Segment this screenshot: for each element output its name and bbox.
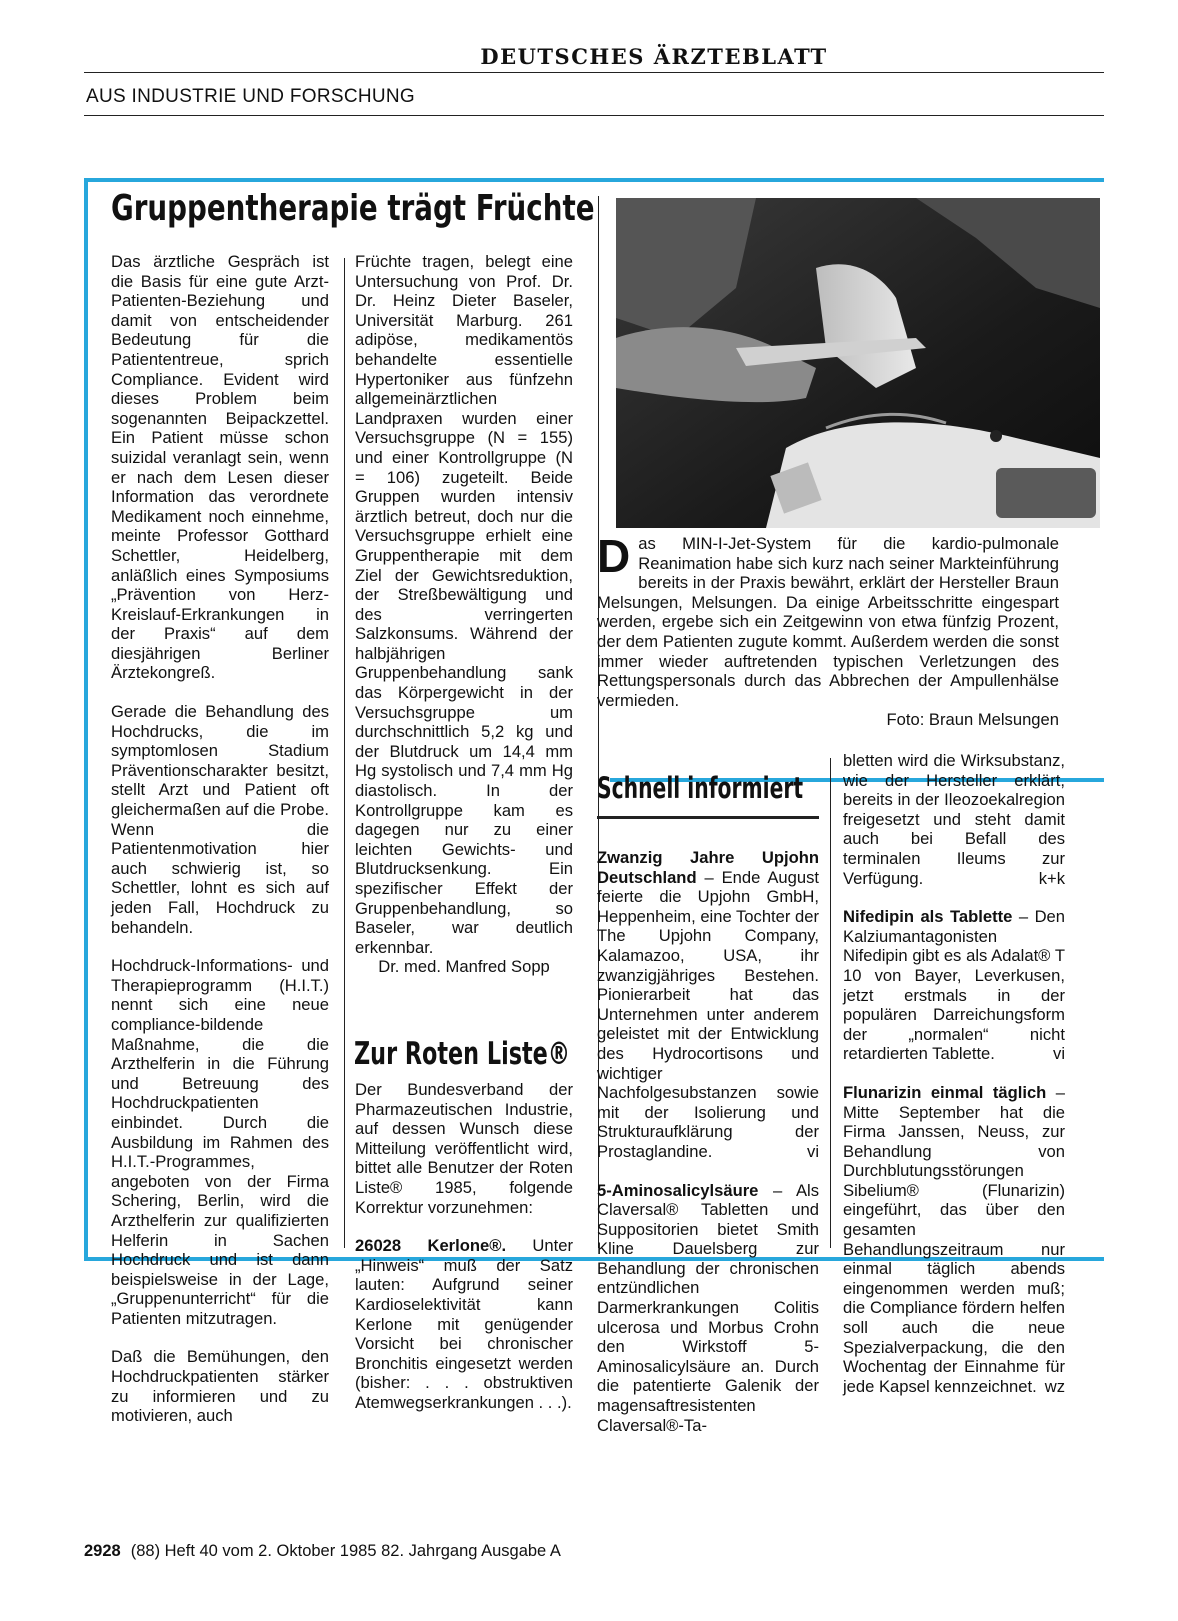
news-heading: Zwanzig Jahre Upjohn Deutschland (597, 848, 819, 887)
section-heading: AUS INDUSTRIE UND FORSCHUNG (86, 86, 416, 107)
news-signature: wz (1044, 1376, 1065, 1396)
masthead-rule (84, 72, 1104, 73)
schnell-title-rule (597, 816, 819, 819)
author-signature: Dr. med. Manfred Sopp (378, 957, 550, 977)
schnell-column-1 (597, 848, 819, 1435)
news-item (843, 1083, 1065, 1397)
item-heading: 26028 Kerlone®. (355, 1236, 507, 1256)
photo-image (616, 198, 1100, 528)
paragraph: Der Bundesverband der Pharmazeutischen Industrie, auf dessen Wunsch diese Mitteilung veröffentlicht wird, bittet alle Benutzer der Roten Liste® 1985, folgende Korrektur vorzunehmen: (355, 1080, 573, 1217)
news-item (843, 907, 1065, 1064)
paragraph: Gerade die Behandlung des Hochdrucks, die im symptomlosen Stadium Präventionscharakter besitzt, stellt Arzt und Patient oft gleichermaßen auf die Probe. Wenn die Patientenmotivation hier auch schwierig ist, so Schettler, lohnt es sich auf jeden Fall, Hochdruck zu behandeln. (111, 702, 329, 937)
caption-text: as MIN-I-Jet-System für die kardio-pulmonale Reanimation habe sich kurz nach seiner Markteinführung bereits in der Praxis bewährt, erklärt der Hersteller Braun Melsungen, Melsungen. Da einige Arbeitsschritte eingespart werden, ergebe sich ein Zeitgewinn von etwa fünfzig Prozent, der dem Patienten zugute kommt. Außerdem werden die sonst immer wieder auftretenden typischen Verletzungen des Rettungspersonals durch das Abbrechen der Ampullenhälse vermieden. (597, 534, 1059, 710)
article-title: Gruppentherapie trägt Früchte (111, 188, 595, 229)
frame-left (84, 178, 88, 1260)
news-text: – Als Claversal® Tabletten und Suppositorien bietet Smith Kline Dauelsberg zur Behandlung der chronischen entzündlichen Darmerkrankungen Colitis ulcerosa und Morbus Crohn den Wirkstoff 5-Aminosalicylsäure an. Durch die patentierte Galenik der magensaftresistenten Claversal®-Ta- (597, 1180, 819, 1435)
news-item (843, 751, 1065, 888)
news-text: – Mitte September hat die Firma Janssen, Neuss, zur Behandlung von Durchblutungsstörungen Sibelium® (Flunarizin) eingeführt, das über den gesamten Behandlungszeitraum nur einmal täglich abends eingenommen werden muß; die Compliance fördern helfen soll auch die neue Spezialverpackung, die den Wochentag der Einnahme für jede Kapsel kennzeichnet. (843, 1082, 1065, 1396)
paragraph: Daß die Bemühungen, den Hochdruckpatienten stärker zu informieren und zu motivieren, auch (111, 1347, 329, 1426)
rote-liste-title: Zur Roten Liste® (354, 1036, 571, 1072)
page-number: 2928 (84, 1542, 121, 1560)
news-item (597, 848, 819, 1162)
product-photo (616, 198, 1100, 528)
photo-credit: Foto: Braun Melsungen (886, 710, 1059, 730)
news-signature: vi (1053, 1044, 1065, 1064)
news-text: – Den Kalziumantagonisten Nifedipin gibt es als Adalat® T 10 von Bayer, Leverkusen, jetzt erstmals in der populären Darreichungsform der „normalen“ nicht retardierten Tablette. (843, 907, 1066, 1064)
paragraph: Das ärztliche Gespräch ist die Basis für eine gute Arzt-Patienten-Beziehung und damit von entscheidender Bedeutung für die Patiententreue, sprich Compliance. Evident wird dieses Problem beim sogenannten Beipackzettel. Ein Patient müsse schon suizidal veranlagt sein, wenn er nach dem Lesen dieser Information das verordnete Medikament noch einnehme, meinte Professor Gotthard Schettler, Heidelberg, anläßlich eines Symposiums „Prävention von Herz-Kreislauf-Erkrankungen in der Praxis“ auf dem diesjährigen Berliner Ärztekongreß. (111, 252, 329, 683)
column-divider-1 (344, 258, 345, 1248)
photo-caption (597, 530, 1059, 730)
paragraph: Früchte tragen, belegt eine Untersuchung von Prof. Dr. Dr. Heinz Dieter Baseler, Universität Marburg. 261 adipöse, medikamentös behandelte essentielle Hypertoniker aus fünfzehn allgemeinärztlichen Landpraxen wurden einer Versuchsgruppe (N = 155) und einer Kontrollgruppe (N = 106) zugeteilt. Beide Gruppen wurden intensiv ärztlich betreut, doch nur die Versuchsgruppe erhielt eine Gruppentherapie mit dem Ziel der Gewichtsreduktion, der Streßbewältigung und des verringerten Salzkonsums. Während der halbjährigen Gruppenbehandlung sank das Körpergewicht in der Versuchsgruppe um durchschnittlich 5,2 kg und der Blutdruck um 14,4 mm Hg systolisch und 7,4 mm Hg diastolisch. In der Kontrollgruppe kam es dagegen nur zu einer leichten Gewichts- und Blutdrucksenkung. Ein spezifischer Effekt der Gruppenbehandlung, so Baseler, war deutlich erkennbar. (355, 252, 573, 957)
schnell-column-2 (843, 751, 1065, 1396)
news-heading: Flunarizin einmal täglich (843, 1082, 1047, 1102)
news-text: bletten wird die Wirksubstanz, wie der Hersteller erklärt, bereits in der Ileozoekalregion freigesetzt und steht damit auch bei Befall des terminalen Ileums zur Verfügung. (843, 751, 1065, 888)
news-signature: vi (807, 1141, 819, 1161)
paragraph: Hochdruck-Informations- und Therapieprogramm (H.I.T.) nennt sich eine neue compliance-bildende Maßnahme, die die Arzthelferin in die Führung und Betreuung des Hochdruckpatienten einbindet. Durch die Ausbildung im Rahmen des H.I.T.-Programmes, angeboten von der Firma Schering, Berlin, wird die Arzthelferin zur qualifizierten Helferin in Sachen Hochdruck und ist dann beispielsweise in der Lage, „Gruppenunterricht“ für die Patienten mitzutragen. (111, 956, 329, 1328)
page-footer (84, 1542, 561, 1561)
news-text: – Ende August feierte die Upjohn GmbH, Heppenheim, eine Tochter der The Upjohn Company, Kalamazoo, USA, ihr zwanzigjähriges Bestehen. Pionierarbeit hat das Unternehmen unter anderem geleistet mit der Entwicklung des Hydrocortisons und wichtiger Nachfolgesubstanzen sowie mit der Isolierung und Strukturaufklärung der Prostaglandine. (597, 867, 820, 1161)
article-column-2 (355, 252, 573, 977)
frame-top (84, 178, 1104, 182)
column-divider-3 (830, 758, 831, 1248)
masthead: DEUTSCHES ÄRZTEBLATT (480, 44, 828, 69)
section-rule (84, 115, 1104, 116)
paragraph (355, 1236, 573, 1412)
news-signature: k+k (1038, 868, 1065, 888)
drop-cap: D (597, 530, 631, 582)
article-column-1 (111, 252, 329, 1426)
item-text: Unter „Hinweis“ muß der Satz lauten: Aufgrund seiner Kardioselektivität kann Kerlone mit genügender Vorsicht bei chronischer Bronchitis eingesetzt werden (bisher: . . . obstruktiven Atemwegserkrankungen . . .). (355, 1236, 573, 1412)
issue-info: (88) Heft 40 vom 2. Oktober 1985 82. Jahrgang Ausgabe A (130, 1542, 561, 1560)
news-item (597, 1181, 819, 1436)
schnell-title: Schnell informiert (597, 771, 804, 805)
rote-liste-body (355, 1080, 573, 1413)
news-heading: 5-Aminosalicylsäure (597, 1180, 759, 1200)
news-heading: Nifedipin als Tablette (843, 907, 1013, 927)
